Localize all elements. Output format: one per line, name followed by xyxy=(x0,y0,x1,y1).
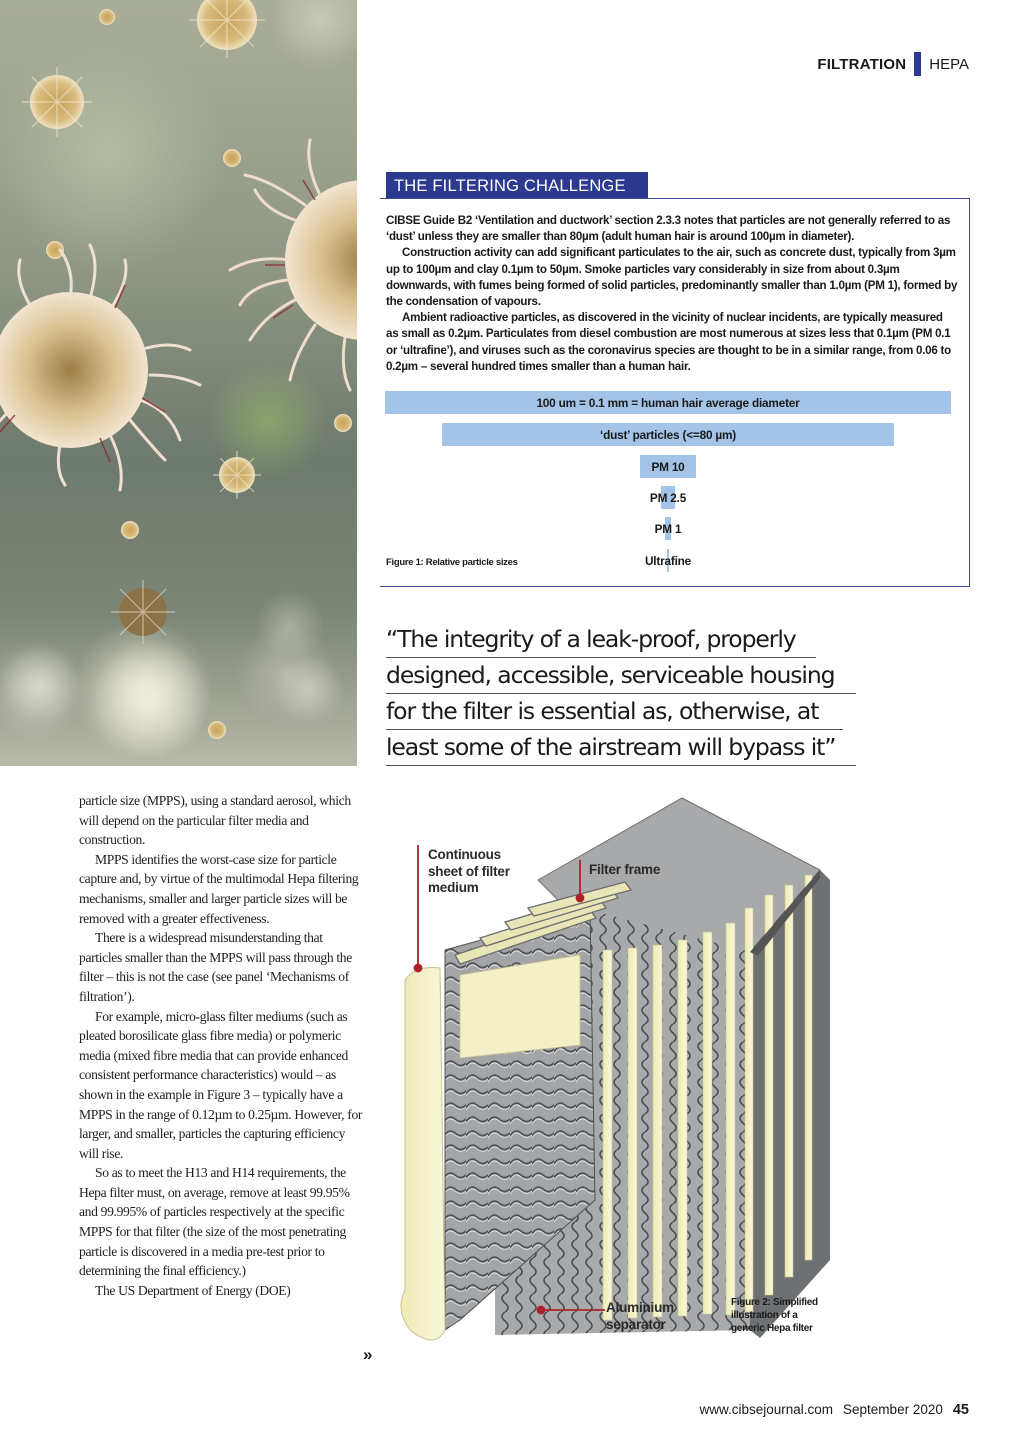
pull-quote-line: designed, accessible, serviceable housing xyxy=(386,658,856,694)
pull-quote xyxy=(386,622,856,766)
figure-1-caption: Figure 1: Relative particle sizes xyxy=(386,557,518,568)
page-number: 45 xyxy=(952,1402,969,1418)
particle-size-label: ‘dust’ particles (<=80 µm) xyxy=(599,428,737,442)
virus-particles-illustration xyxy=(0,0,357,766)
body-paragraph: For example, micro-glass filter mediums (such as pleated borosilicate glass fibre media) or polymeric media (mixed fibre media that can provide enhanced consistent performance characteristics) would – as shown in the example in Figure 3 – typically have a MPPS in the range of 0.12µm to 0.25µm. However, for larger, and smaller, particles the capturing efficiency will rise. xyxy=(79,1008,363,1161)
large-virus-particles xyxy=(0,140,357,490)
pull-quote-line: “The integrity of a leak-proof, properly xyxy=(386,622,816,658)
issue-date: September 2020 xyxy=(843,1402,943,1417)
journal-url[interactable]: www.cibsejournal.com xyxy=(699,1402,834,1417)
continue-arrow-icon: » xyxy=(363,1345,373,1364)
label-line: Continuous xyxy=(428,847,501,862)
pull-quote-line: for the filter is essential as, otherwise, at xyxy=(386,694,843,730)
label-filter-frame: Filter frame xyxy=(589,862,661,877)
page-footer xyxy=(699,1402,969,1418)
panel-paragraph: Ambient radioactive particles, as discovered in the vicinity of nuclear incidents, are typically measured as small as 0.2µm. Particulates from diesel combustion are most numerous at sizes less that 0.1µm (PM 0.1 or ‘ultrafine’), and viruses such as the coronavirus species are thought to be in a similar range, from 0.06 to 0.2µm – several hundred times smaller than a human hair. xyxy=(386,311,951,373)
particle-size-label: PM 2.5 xyxy=(649,491,687,505)
caption-line: Figure 2: Simplified xyxy=(731,1297,818,1308)
hero-virus-photo xyxy=(0,0,357,766)
section-label: FILTRATION xyxy=(817,55,907,73)
panel-paragraph: Construction activity can add significant particulates to the air, such as concrete dust, typically from 3µm up to 100µm and clay 0.1µm to 50µm. Smoke particles vary considerably in size from about 0.3µm downwards, with fumes being formed of solid particles, predominantly smaller than 1.0µm (PM 1), formed by the condensation of vapours. xyxy=(386,246,958,309)
label-line: medium xyxy=(428,880,479,895)
panel-body xyxy=(386,213,958,375)
panel-paragraph: CIBSE Guide B2 ‘Ventilation and ductwork’ section 2.3.3 notes that particles are not generally referred to as ‘dust’ unless they are smaller than 80µm (adult human hair is around 100µm in diameter). xyxy=(386,214,951,244)
particle-size-label: Ultrafine xyxy=(644,554,692,568)
article-body-column xyxy=(79,791,364,1300)
body-paragraph: So as to meet the H13 and H14 requirements, the Hepa filter must, on average, remove at least 99.95% and 99.995% of particles respectively at the specific MPPS for that filter (the size of the most penetrating particle is discovered in a media pre-test prior to determining the final efficiency.) xyxy=(79,1165,350,1279)
caption-line: generic Hepa filter xyxy=(731,1323,813,1334)
body-paragraph: The US Department of Energy (DOE) xyxy=(95,1282,291,1298)
particle-size-label: 100 um = 0.1 mm = human hair average diameter xyxy=(536,396,800,410)
label-continuous-sheet xyxy=(428,847,510,897)
label-line: sheet of filter xyxy=(428,863,510,879)
panel-title: THE FILTERING CHALLENGE xyxy=(386,172,648,199)
subsection-label: HEPA xyxy=(929,55,969,73)
label-line: Aluminium xyxy=(606,1300,674,1315)
label-aluminium-separator xyxy=(606,1300,674,1333)
particle-size-label: PM 10 xyxy=(651,460,685,474)
particle-size-label: PM 1 xyxy=(654,522,682,536)
label-line: separator xyxy=(606,1316,666,1332)
filter-medium-sheet xyxy=(401,968,445,1341)
body-paragraph: particle size (MPPS), using a standard aerosol, which will depend on the particular filter media and construction. xyxy=(79,793,351,848)
pull-quote-line: least some of the airstream will bypass it” xyxy=(386,730,856,766)
section-divider xyxy=(914,52,921,76)
body-paragraph: There is a widespread misunderstanding that particles smaller than the MPPS will pass through the filter – this is not the case (see panel ‘Mechanisms of filtration’). xyxy=(79,930,352,1004)
figure-2-caption xyxy=(731,1296,841,1335)
caption-line: illustration of a xyxy=(731,1310,798,1321)
body-paragraph: MPPS identifies the worst-case size for particle capture and, by virtue of the multimodal Hepa filtering mechanisms, smaller and larger particle sizes will be removed with a greater effectiveness. xyxy=(79,851,359,926)
running-head xyxy=(817,52,969,76)
